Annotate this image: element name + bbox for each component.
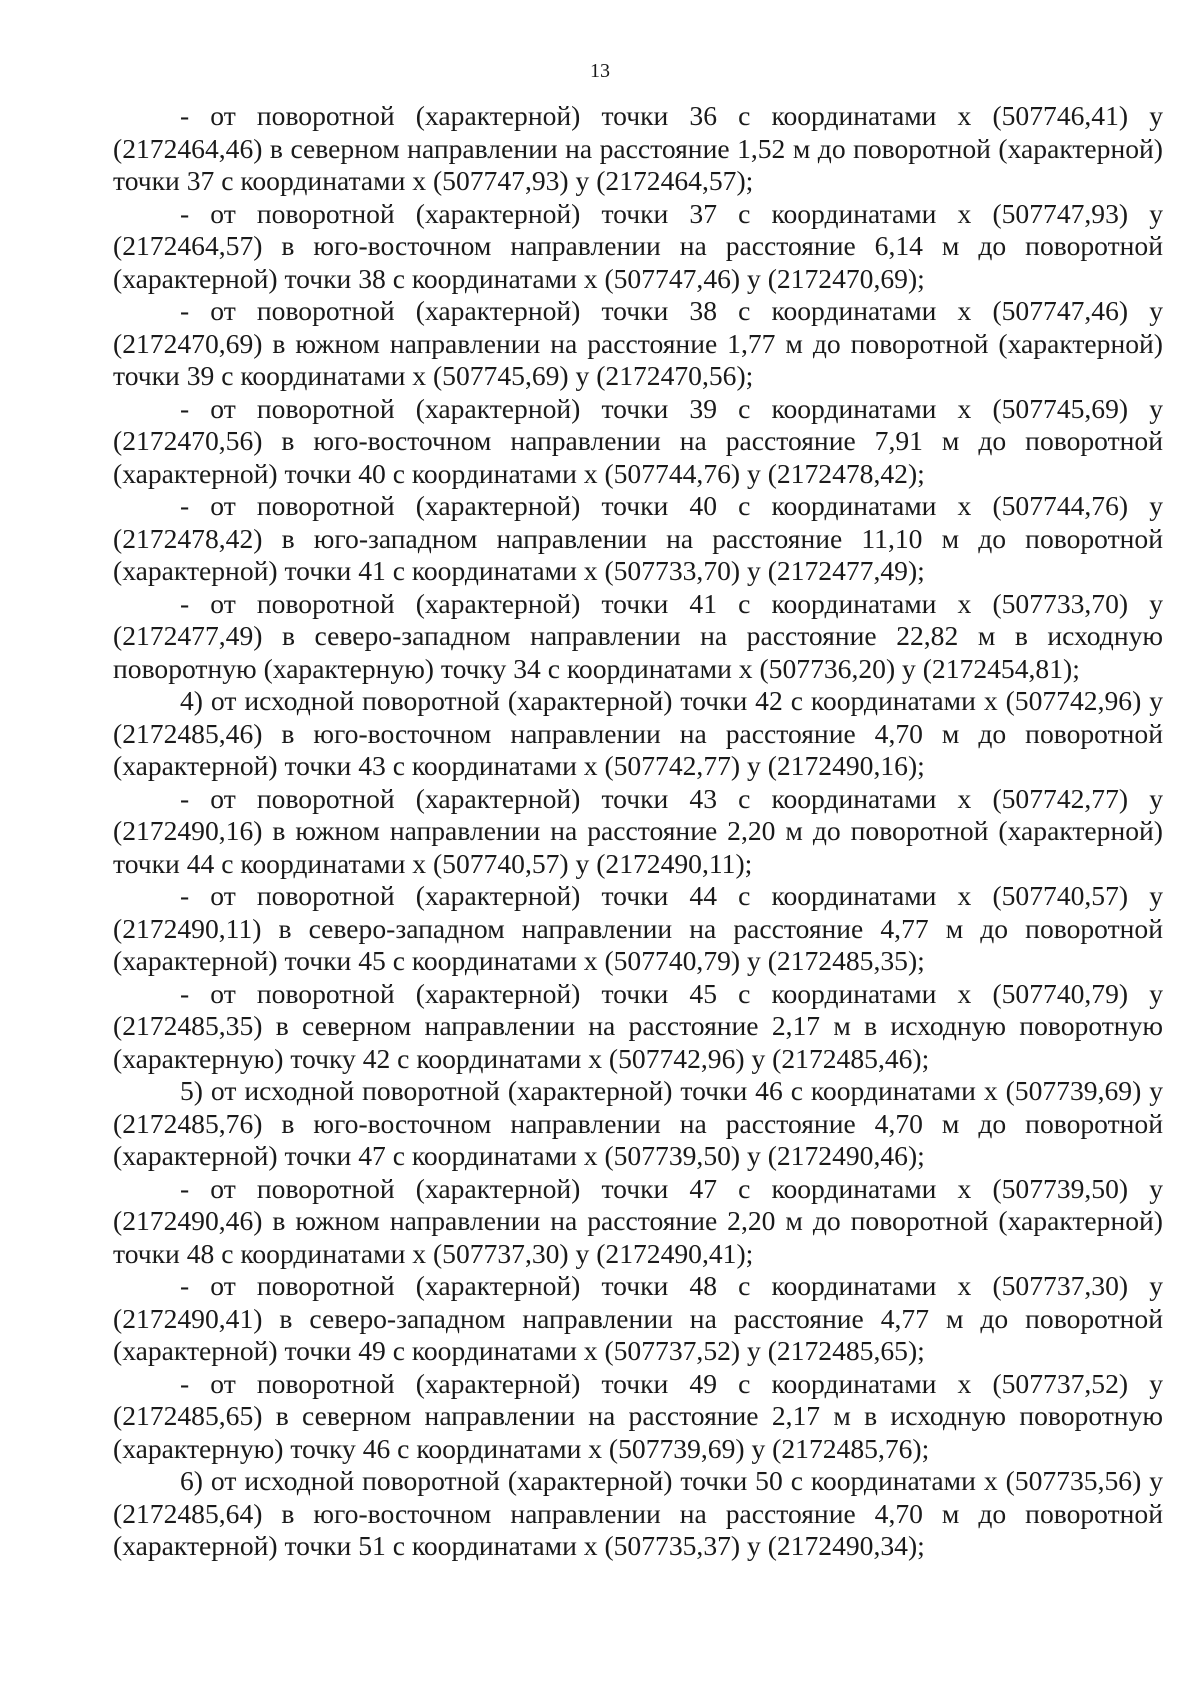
paragraph-point-49: - от поворотной (характерной) точки 49 с координатами x (507737,52) y (2172485,65) в северном направлении на расстояние 2,17 м в исходную поворотную (характерную) точку 46 с координатами x (507739,69) y (2172485,76); xyxy=(113,1367,1163,1464)
paragraph-point-37: - от поворотной (характерной) точки 37 с координатами x (507747,93) y (2172464,57) в юго-восточном направлении на расстояние 6,14 м до поворотной (характерной) точки 38 с координатами x (507747,46) y (2172470,69); xyxy=(113,197,1163,294)
document-body xyxy=(113,100,1163,1563)
paragraph-point-45: - от поворотной (характерной) точки 45 с координатами x (507740,79) y (2172485,35) в северном направлении на расстояние 2,17 м в исходную поворотную (характерную) точку 42 с координатами x (507742,96) y (2172485,46); xyxy=(113,977,1163,1074)
paragraph-point-39: - от поворотной (характерной) точки 39 с координатами x (507745,69) y (2172470,56) в юго-восточном направлении на расстояние 7,91 м до поворотной (характерной) точки 40 с координатами x (507744,76) y (2172478,42); xyxy=(113,392,1163,489)
paragraph-point-47: - от поворотной (характерной) точки 47 с координатами x (507739,50) y (2172490,46) в южном направлении на расстояние 2,20 м до поворотной (характерной) точки 48 с координатами x (507737,30) y (2172490,41); xyxy=(113,1172,1163,1269)
paragraph-point-38: - от поворотной (характерной) точки 38 с координатами x (507747,46) y (2172470,69) в южном направлении на расстояние 1,77 м до поворотной (характерной) точки 39 с координатами x (507745,69) y (2172470,56); xyxy=(113,295,1163,391)
paragraph-point-43: - от поворотной (характерной) точки 43 с координатами x (507742,77) y (2172490,16) в южном направлении на расстояние 2,20 м до поворотной (характерной) точки 44 с координатами x (507740,57) y (2172490,11); xyxy=(113,782,1163,879)
page-number: 13 xyxy=(590,60,610,82)
paragraph-section-4-point-42: 4) от исходной поворотной (характерной) точки 42 с координатами x (507742,96) y (2172485,46) в юго-восточном направлении на расстояние 4,70 м до поворотной (характерной) точки 43 с координатами x (507742,77) y (2172490,16); xyxy=(113,685,1163,781)
paragraph-point-41: - от поворотной (характерной) точки 41 с координатами x (507733,70) y (2172477,49) в северо-западном направлении на расстояние 22,82 м в исходную поворотную (характерную) точку 34 с координатами x (507736,20) y (2172454,81); xyxy=(113,587,1163,684)
paragraph-section-6-point-50: 6) от исходной поворотной (характерной) точки 50 с координатами x (507735,56) y (2172485,64) в юго-восточном направлении на расстояние 4,70 м до поворотной (характерной) точки 51 с координатами x (507735,37) y (2172490,34); xyxy=(113,1465,1163,1561)
paragraph-point-48: - от поворотной (характерной) точки 48 с координатами x (507737,30) y (2172490,41) в северо-западном направлении на расстояние 4,77 м до поворотной (характерной) точки 49 с координатами x (507737,52) y (2172485,65); xyxy=(113,1270,1163,1366)
paragraph-point-44: - от поворотной (характерной) точки 44 с координатами x (507740,57) y (2172490,11) в северо-западном направлении на расстояние 4,77 м до поворотной (характерной) точки 45 с координатами x (507740,79) y (2172485,35); xyxy=(113,880,1163,976)
paragraph-section-5-point-46: 5) от исходной поворотной (характерной) точки 46 с координатами x (507739,69) y (2172485,76) в юго-восточном направлении на расстояние 4,70 м до поворотной (характерной) точки 47 с координатами x (507739,50) y (2172490,46); xyxy=(113,1075,1163,1171)
paragraph-point-36: - от поворотной (характерной) точки 36 с координатами x (507746,41) y (2172464,46) в северном направлении на расстояние 1,52 м до поворотной (характерной) точки 37 с координатами x (507747,93) y (2172464,57); xyxy=(113,100,1163,196)
paragraph-point-40: - от поворотной (характерной) точки 40 с координатами x (507744,76) y (2172478,42) в юго-западном направлении на расстояние 11,10 м до поворотной (характерной) точки 41 с координатами x (507733,70) y (2172477,49); xyxy=(113,490,1163,586)
